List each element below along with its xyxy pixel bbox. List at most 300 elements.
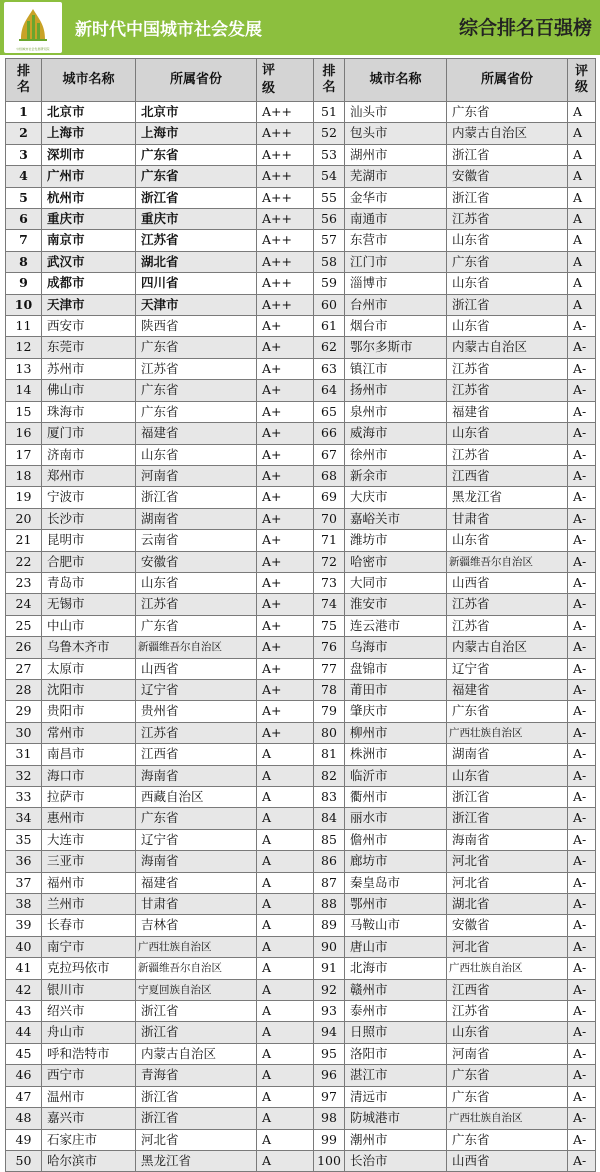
cell-city-left: 银川市 <box>42 979 136 1000</box>
cell-rank-right: 56 <box>314 209 345 230</box>
cell-rank-right: 58 <box>314 251 345 272</box>
table-row <box>6 337 596 358</box>
cell-grade-left: A++ <box>257 294 314 315</box>
cell-province-left: 黑龙江省 <box>136 1150 257 1171</box>
cell-province-left: 广东省 <box>136 401 257 422</box>
cell-grade-left: A+ <box>257 551 314 572</box>
cell-grade-right: A- <box>568 1129 596 1150</box>
cell-grade-left: A+ <box>257 615 314 636</box>
cell-province-right: 山东省 <box>447 273 568 294</box>
cell-rank-left: 16 <box>6 423 42 444</box>
cell-grade-right: A <box>568 123 596 144</box>
cell-city-left: 厦门市 <box>42 423 136 444</box>
cell-city-right: 芜湖市 <box>345 166 447 187</box>
cell-grade-left: A <box>257 1065 314 1086</box>
cell-province-left: 浙江省 <box>136 1001 257 1022</box>
cell-grade-left: A+ <box>257 701 314 722</box>
table-row <box>6 829 596 850</box>
cell-rank-left: 10 <box>6 294 42 315</box>
cell-rank-right: 75 <box>314 615 345 636</box>
cell-rank-right: 76 <box>314 637 345 658</box>
cell-city-right: 洛阳市 <box>345 1043 447 1064</box>
cell-grade-right: A- <box>568 701 596 722</box>
cell-province-left: 江苏省 <box>136 722 257 743</box>
cell-province-left: 山西省 <box>136 658 257 679</box>
cell-city-right: 淄博市 <box>345 273 447 294</box>
cell-rank-left: 8 <box>6 251 42 272</box>
cell-province-right: 山东省 <box>447 765 568 786</box>
cell-grade-left: A <box>257 1086 314 1107</box>
cell-city-left: 武汉市 <box>42 251 136 272</box>
cell-province-left: 四川省 <box>136 273 257 294</box>
cell-province-right: 河北省 <box>447 872 568 893</box>
cell-rank-left: 40 <box>6 936 42 957</box>
table-row <box>6 1022 596 1043</box>
cell-province-left: 甘肃省 <box>136 894 257 915</box>
col-grade-left: 评 级 <box>257 59 314 102</box>
cell-grade-right: A- <box>568 423 596 444</box>
cell-rank-left: 42 <box>6 979 42 1000</box>
cell-grade-left: A <box>257 872 314 893</box>
cell-rank-right: 73 <box>314 572 345 593</box>
table-row <box>6 1001 596 1022</box>
cell-province-left: 重庆市 <box>136 209 257 230</box>
cell-grade-left: A+ <box>257 637 314 658</box>
table-row <box>6 1065 596 1086</box>
cell-city-left: 东莞市 <box>42 337 136 358</box>
cell-province-left: 江西省 <box>136 744 257 765</box>
cell-city-right: 淮安市 <box>345 594 447 615</box>
cell-grade-right: A- <box>568 744 596 765</box>
cell-province-right: 安徽省 <box>447 915 568 936</box>
cell-rank-right: 91 <box>314 958 345 979</box>
cell-grade-right: A <box>568 294 596 315</box>
cell-rank-right: 97 <box>314 1086 345 1107</box>
cell-city-left: 北京市 <box>42 102 136 123</box>
cell-city-left: 济南市 <box>42 444 136 465</box>
cell-city-left: 杭州市 <box>42 187 136 208</box>
cell-province-left: 上海市 <box>136 123 257 144</box>
cell-province-right: 江苏省 <box>447 1001 568 1022</box>
cell-city-left: 成都市 <box>42 273 136 294</box>
cell-city-right: 鄂尔多斯市 <box>345 337 447 358</box>
cell-rank-right: 51 <box>314 102 345 123</box>
cell-province-right: 江苏省 <box>447 209 568 230</box>
cell-province-left: 浙江省 <box>136 1022 257 1043</box>
cell-grade-left: A+ <box>257 679 314 700</box>
cell-city-right: 赣州市 <box>345 979 447 1000</box>
cell-grade-right: A- <box>568 401 596 422</box>
cell-grade-right: A- <box>568 1022 596 1043</box>
cell-rank-left: 2 <box>6 123 42 144</box>
cell-city-right: 大同市 <box>345 572 447 593</box>
cell-rank-left: 28 <box>6 679 42 700</box>
cell-grade-right: A <box>568 273 596 294</box>
cell-rank-right: 88 <box>314 894 345 915</box>
cell-grade-left: A <box>257 1129 314 1150</box>
cell-city-right: 儋州市 <box>345 829 447 850</box>
cell-grade-left: A <box>257 1001 314 1022</box>
cell-city-right: 长治市 <box>345 1150 447 1171</box>
cell-province-right: 江西省 <box>447 979 568 1000</box>
cell-grade-right: A- <box>568 337 596 358</box>
cell-city-left: 舟山市 <box>42 1022 136 1043</box>
cell-province-right: 安徽省 <box>447 166 568 187</box>
cell-city-left: 广州市 <box>42 166 136 187</box>
cell-grade-left: A <box>257 1022 314 1043</box>
cell-city-right: 莆田市 <box>345 679 447 700</box>
cell-province-right: 山东省 <box>447 530 568 551</box>
cell-province-right: 广东省 <box>447 1129 568 1150</box>
cell-rank-left: 20 <box>6 508 42 529</box>
cell-grade-left: A+ <box>257 572 314 593</box>
cell-rank-left: 45 <box>6 1043 42 1064</box>
cell-province-right: 湖北省 <box>447 894 568 915</box>
cell-grade-right: A- <box>568 551 596 572</box>
cell-grade-right: A- <box>568 444 596 465</box>
cell-province-left: 天津市 <box>136 294 257 315</box>
cell-grade-right: A- <box>568 1086 596 1107</box>
cell-city-left: 绍兴市 <box>42 1001 136 1022</box>
table-row <box>6 530 596 551</box>
cell-grade-right: A- <box>568 872 596 893</box>
cell-city-right: 徐州市 <box>345 444 447 465</box>
cell-rank-left: 49 <box>6 1129 42 1150</box>
cell-rank-left: 33 <box>6 787 42 808</box>
table-row <box>6 123 596 144</box>
cell-province-right: 浙江省 <box>447 187 568 208</box>
cell-city-left: 重庆市 <box>42 209 136 230</box>
cell-grade-right: A <box>568 187 596 208</box>
cell-rank-left: 9 <box>6 273 42 294</box>
cell-grade-left: A++ <box>257 273 314 294</box>
cell-province-right: 江苏省 <box>447 358 568 379</box>
cell-grade-left: A++ <box>257 102 314 123</box>
cell-province-right: 山东省 <box>447 423 568 444</box>
table-row <box>6 144 596 165</box>
cell-city-left: 沈阳市 <box>42 679 136 700</box>
cell-grade-right: A <box>568 209 596 230</box>
cell-province-left: 海南省 <box>136 765 257 786</box>
cell-city-right: 潍坊市 <box>345 530 447 551</box>
cell-rank-right: 84 <box>314 808 345 829</box>
cell-city-right: 泉州市 <box>345 401 447 422</box>
cell-province-left: 陕西省 <box>136 316 257 337</box>
cell-city-left: 合肥市 <box>42 551 136 572</box>
cell-city-left: 宁波市 <box>42 487 136 508</box>
cell-grade-left: A+ <box>257 722 314 743</box>
cell-grade-left: A <box>257 915 314 936</box>
cell-city-right: 丽水市 <box>345 808 447 829</box>
cell-rank-right: 62 <box>314 337 345 358</box>
table-row <box>6 209 596 230</box>
cell-city-right: 秦皇岛市 <box>345 872 447 893</box>
cell-province-right: 辽宁省 <box>447 658 568 679</box>
cell-rank-right: 96 <box>314 1065 345 1086</box>
table-header-row <box>6 59 596 102</box>
cell-city-right: 廊坊市 <box>345 851 447 872</box>
cell-rank-left: 3 <box>6 144 42 165</box>
col-city-right: 城市名称 <box>345 59 447 102</box>
cell-grade-right: A- <box>568 465 596 486</box>
cell-rank-left: 23 <box>6 572 42 593</box>
cell-province-right: 福建省 <box>447 401 568 422</box>
table-row <box>6 701 596 722</box>
cell-city-left: 长沙市 <box>42 508 136 529</box>
cell-city-right: 台州市 <box>345 294 447 315</box>
cell-province-right: 广东省 <box>447 1065 568 1086</box>
cell-rank-right: 82 <box>314 765 345 786</box>
cell-city-left: 青岛市 <box>42 572 136 593</box>
cell-grade-left: A+ <box>257 530 314 551</box>
cell-rank-right: 81 <box>314 744 345 765</box>
cell-city-left: 兰州市 <box>42 894 136 915</box>
cell-rank-right: 83 <box>314 787 345 808</box>
cell-city-right: 新余市 <box>345 465 447 486</box>
cell-province-right: 浙江省 <box>447 787 568 808</box>
cell-grade-left: A+ <box>257 465 314 486</box>
cell-grade-right: A <box>568 102 596 123</box>
cell-grade-right: A- <box>568 808 596 829</box>
table-row <box>6 273 596 294</box>
col-rank-right: 排 名 <box>314 59 345 102</box>
table-row <box>6 958 596 979</box>
cell-rank-left: 11 <box>6 316 42 337</box>
cell-city-left: 温州市 <box>42 1086 136 1107</box>
cell-city-right: 湛江市 <box>345 1065 447 1086</box>
cell-rank-right: 95 <box>314 1043 345 1064</box>
cell-grade-left: A++ <box>257 230 314 251</box>
cell-city-left: 中山市 <box>42 615 136 636</box>
cell-grade-left: A+ <box>257 380 314 401</box>
cell-city-right: 嘉峪关市 <box>345 508 447 529</box>
cell-city-left: 海口市 <box>42 765 136 786</box>
cell-province-right: 山西省 <box>447 572 568 593</box>
table-row <box>6 808 596 829</box>
cell-rank-right: 94 <box>314 1022 345 1043</box>
cell-province-left: 云南省 <box>136 530 257 551</box>
cell-province-left: 河北省 <box>136 1129 257 1150</box>
cell-province-left: 山东省 <box>136 572 257 593</box>
cell-rank-left: 38 <box>6 894 42 915</box>
cell-province-left: 广东省 <box>136 808 257 829</box>
cell-province-left: 西藏自治区 <box>136 787 257 808</box>
cell-city-right: 连云港市 <box>345 615 447 636</box>
cell-grade-right: A- <box>568 658 596 679</box>
table-row <box>6 487 596 508</box>
logo-text: 中国城市社会发展研究院 <box>16 47 50 51</box>
cell-province-left: 江苏省 <box>136 594 257 615</box>
table-row <box>6 572 596 593</box>
table-row <box>6 765 596 786</box>
cell-province-left: 浙江省 <box>136 487 257 508</box>
cell-city-left: 惠州市 <box>42 808 136 829</box>
cell-province-left: 新疆维吾尔自治区 <box>136 958 257 979</box>
table-row <box>6 1043 596 1064</box>
cell-grade-left: A <box>257 829 314 850</box>
cell-rank-left: 34 <box>6 808 42 829</box>
cell-grade-left: A <box>257 958 314 979</box>
cell-city-left: 拉萨市 <box>42 787 136 808</box>
table-row <box>6 1129 596 1150</box>
cell-grade-right: A- <box>568 958 596 979</box>
cell-rank-right: 80 <box>314 722 345 743</box>
cell-province-left: 北京市 <box>136 102 257 123</box>
cell-city-right: 肇庆市 <box>345 701 447 722</box>
cell-grade-left: A++ <box>257 251 314 272</box>
cell-rank-right: 64 <box>314 380 345 401</box>
cell-rank-left: 31 <box>6 744 42 765</box>
cell-province-right: 江苏省 <box>447 594 568 615</box>
col-province-right: 所属省份 <box>447 59 568 102</box>
cell-rank-left: 37 <box>6 872 42 893</box>
cell-grade-right: A- <box>568 487 596 508</box>
table-row <box>6 1108 596 1129</box>
cell-grade-left: A++ <box>257 144 314 165</box>
cell-province-left: 江苏省 <box>136 358 257 379</box>
cell-grade-left: A <box>257 936 314 957</box>
cell-rank-right: 78 <box>314 679 345 700</box>
cell-rank-right: 52 <box>314 123 345 144</box>
cell-province-left: 安徽省 <box>136 551 257 572</box>
cell-province-left: 辽宁省 <box>136 679 257 700</box>
cell-city-right: 江门市 <box>345 251 447 272</box>
cell-grade-right: A <box>568 230 596 251</box>
cell-grade-right: A- <box>568 594 596 615</box>
cell-city-left: 哈尔滨市 <box>42 1150 136 1171</box>
cell-city-left: 珠海市 <box>42 401 136 422</box>
table-row <box>6 1150 596 1171</box>
table-row <box>6 894 596 915</box>
cell-rank-left: 41 <box>6 958 42 979</box>
cell-grade-right: A- <box>568 1001 596 1022</box>
logo <box>4 2 62 53</box>
cell-grade-left: A+ <box>257 508 314 529</box>
cell-grade-left: A <box>257 787 314 808</box>
cell-province-left: 河南省 <box>136 465 257 486</box>
cell-city-right: 清远市 <box>345 1086 447 1107</box>
cell-province-right: 河北省 <box>447 851 568 872</box>
cell-city-right: 鄂州市 <box>345 894 447 915</box>
cell-grade-left: A <box>257 765 314 786</box>
table-row <box>6 872 596 893</box>
cell-city-left: 大连市 <box>42 829 136 850</box>
col-grade-right: 评 级 <box>568 59 596 102</box>
cell-rank-right: 90 <box>314 936 345 957</box>
cell-rank-right: 85 <box>314 829 345 850</box>
cell-rank-left: 13 <box>6 358 42 379</box>
table-row <box>6 637 596 658</box>
cell-city-left: 福州市 <box>42 872 136 893</box>
cell-rank-left: 12 <box>6 337 42 358</box>
cell-rank-left: 19 <box>6 487 42 508</box>
table-row <box>6 508 596 529</box>
cell-grade-left: A <box>257 744 314 765</box>
cell-grade-right: A <box>568 166 596 187</box>
cell-province-right: 广东省 <box>447 1086 568 1107</box>
cell-province-left: 吉林省 <box>136 915 257 936</box>
cell-city-left: 西宁市 <box>42 1065 136 1086</box>
cell-grade-left: A+ <box>257 401 314 422</box>
cell-province-right: 内蒙古自治区 <box>447 337 568 358</box>
cell-rank-right: 57 <box>314 230 345 251</box>
cell-grade-right: A- <box>568 765 596 786</box>
cell-grade-right: A- <box>568 530 596 551</box>
cell-province-right: 浙江省 <box>447 294 568 315</box>
table-row <box>6 166 596 187</box>
cell-rank-left: 14 <box>6 380 42 401</box>
table-row <box>6 380 596 401</box>
cell-city-left: 无锡市 <box>42 594 136 615</box>
cell-city-left: 呼和浩特市 <box>42 1043 136 1064</box>
cell-grade-right: A- <box>568 1108 596 1129</box>
cell-grade-left: A <box>257 979 314 1000</box>
cell-city-right: 衢州市 <box>345 787 447 808</box>
cell-city-right: 日照市 <box>345 1022 447 1043</box>
cell-city-left: 昆明市 <box>42 530 136 551</box>
cell-city-right: 马鞍山市 <box>345 915 447 936</box>
cell-grade-right: A- <box>568 615 596 636</box>
cell-rank-right: 100 <box>314 1150 345 1171</box>
cell-rank-right: 63 <box>314 358 345 379</box>
cell-rank-left: 26 <box>6 637 42 658</box>
table-row <box>6 251 596 272</box>
cell-province-left: 广东省 <box>136 144 257 165</box>
cell-grade-left: A+ <box>257 444 314 465</box>
cell-province-right: 甘肃省 <box>447 508 568 529</box>
table-row <box>6 444 596 465</box>
cell-province-right: 广东省 <box>447 102 568 123</box>
cell-grade-right: A- <box>568 1065 596 1086</box>
cell-grade-right: A- <box>568 936 596 957</box>
cell-grade-right: A- <box>568 1150 596 1171</box>
table-row <box>6 594 596 615</box>
cell-province-right: 新疆维吾尔自治区 <box>447 551 568 572</box>
city-tower-logo-icon <box>17 5 49 43</box>
cell-province-left: 辽宁省 <box>136 829 257 850</box>
cell-city-right: 东营市 <box>345 230 447 251</box>
cell-province-left: 新疆维吾尔自治区 <box>136 637 257 658</box>
cell-rank-left: 43 <box>6 1001 42 1022</box>
cell-province-right: 山西省 <box>447 1150 568 1171</box>
cell-rank-right: 69 <box>314 487 345 508</box>
cell-province-right: 河南省 <box>447 1043 568 1064</box>
table-row <box>6 294 596 315</box>
col-city-left: 城市名称 <box>42 59 136 102</box>
cell-rank-left: 48 <box>6 1108 42 1129</box>
cell-grade-left: A <box>257 1043 314 1064</box>
cell-province-left: 内蒙古自治区 <box>136 1043 257 1064</box>
cell-province-left: 湖南省 <box>136 508 257 529</box>
cell-rank-right: 65 <box>314 401 345 422</box>
cell-city-left: 天津市 <box>42 294 136 315</box>
cell-province-right: 江西省 <box>447 465 568 486</box>
cell-city-right: 北海市 <box>345 958 447 979</box>
table-row <box>6 423 596 444</box>
cell-city-right: 烟台市 <box>345 316 447 337</box>
cell-province-right: 浙江省 <box>447 144 568 165</box>
cell-grade-left: A+ <box>257 423 314 444</box>
cell-rank-left: 15 <box>6 401 42 422</box>
cell-city-right: 乌海市 <box>345 637 447 658</box>
cell-rank-left: 44 <box>6 1022 42 1043</box>
table-row <box>6 230 596 251</box>
table-row <box>6 787 596 808</box>
page-subtitle: 综合排名百强榜 <box>458 17 592 39</box>
cell-rank-left: 24 <box>6 594 42 615</box>
cell-rank-right: 60 <box>314 294 345 315</box>
cell-grade-left: A+ <box>257 358 314 379</box>
